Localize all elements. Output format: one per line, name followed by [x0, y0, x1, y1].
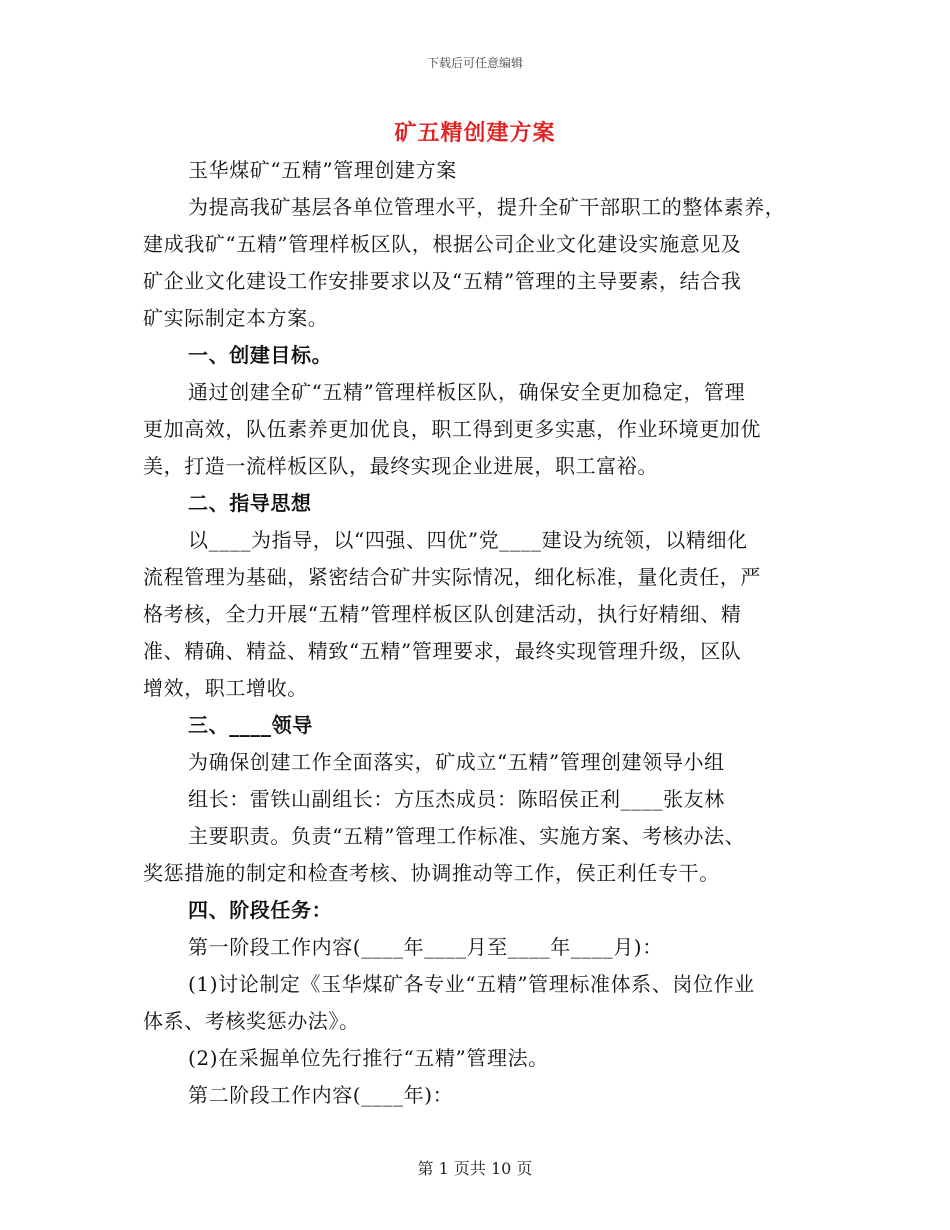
body-line: 通过创建全矿“五精”管理样板区队，确保安全更加稳定，管理 [188, 380, 746, 404]
body-line: (2)在采掘单位先行推行“五精”管理法。 [188, 1046, 549, 1070]
body-line: 矿企业文化建设工作安排要求以及“五精”管理的主导要素，结合我 [143, 269, 742, 293]
body-line: 第一阶段工作内容(____年____月至____年____月)： [188, 935, 663, 959]
body-line: 更加高效，队伍素养更加优良，职工得到更多实惠，作业环境更加优 [143, 417, 761, 441]
body-line: 玉华煤矿“五精”管理创建方案 [188, 158, 457, 182]
body-line: 体系、考核奖惩办法》。 [143, 1009, 360, 1033]
body-line: 格考核，全力开展“五精”管理样板区队创建活动，执行好精细、精 [143, 602, 742, 626]
body-line: 主要职责。负责“五精”管理工作标准、实施方案、考核办法、 [188, 824, 746, 848]
body-line: 为提高我矿基层各单位管理水平，提升全矿干部职工的整体素养， [188, 195, 786, 219]
document-body [143, 152, 815, 1114]
body-line: 增效，职工增收。 [143, 676, 308, 700]
body-line: 第二阶段工作内容(____年)： [188, 1083, 454, 1107]
body-line: 美，打造一流样板区队，最终实现企业进展，职工富裕。 [143, 454, 658, 478]
body-line: 以____为指导，以“四强、四优”党____建设为统领，以精细化 [188, 528, 748, 552]
body-line: (1)讨论制定《玉华煤矿各专业“五精”管理标准体系、岗位作业 [188, 972, 755, 996]
body-line: 建成我矿“五精”管理样板区队，根据公司企业文化建设实施意见及 [143, 232, 742, 256]
section-heading: 四、阶段任务： [188, 898, 333, 922]
body-line: 为确保创建工作全面落实，矿成立“五精”管理创建领导小组 [188, 750, 725, 774]
section-heading: 二、指导思想 [188, 491, 312, 515]
body-line: 准、精确、精益、精致“五精”管理要求，最终实现管理升级，区队 [143, 639, 742, 663]
section-heading: 三、____领导 [188, 713, 313, 737]
document-title: 矿五精创建方案 [394, 120, 556, 146]
body-line: 奖惩措施的制定和检查考核、协调推动等工作，侯正利任专干。 [143, 861, 720, 885]
body-line: 矿实际制定本方案。 [143, 306, 329, 330]
page-footer: 第 1 页共 10 页 [417, 1159, 533, 1178]
section-heading: 一、创建目标。 [188, 343, 333, 367]
page-header-note: 下载后可任意编辑 [426, 56, 523, 70]
body-line: 组长：雷铁山副组长：方压杰成员：陈昭侯正利____张友林 [188, 787, 725, 811]
body-line: 流程管理为基础，紧密结合矿井实际情况，细化标准，量化责任，严 [143, 565, 761, 589]
